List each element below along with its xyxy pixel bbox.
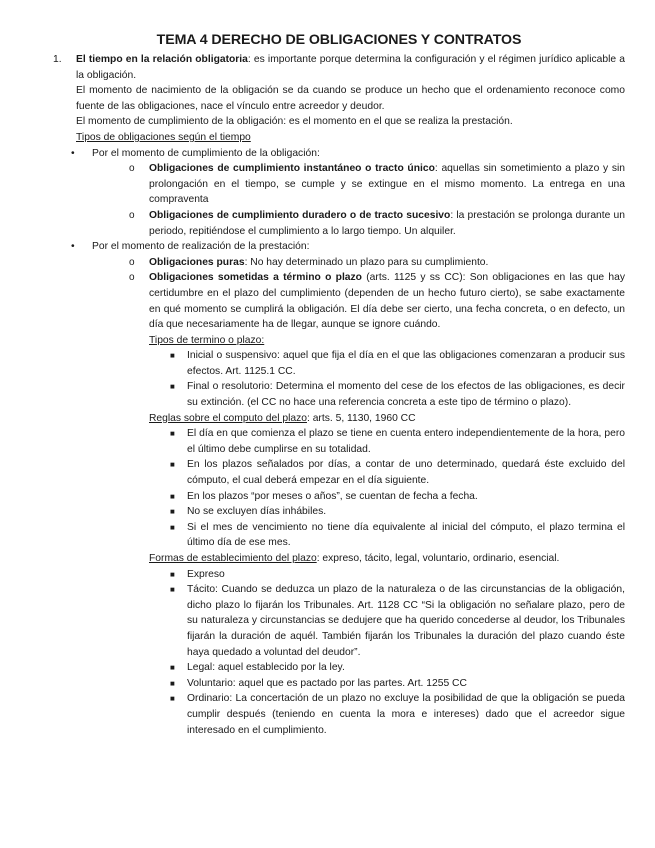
formas-list — [149, 567, 625, 739]
list-item: o Obligaciones de cumplimiento duradero o de tracto sucesivo: la prestación se prolonga durante un periodo, repitiéndose el cumplimiento a lo largo tiempo. Un alquiler. — [129, 209, 625, 237]
list-item: o Obligaciones sometidas a término o plazo (arts. 1125 y ss CC): Son obligaciones en las que hay certidumbre en el plazo del cumplimiento (dependen de un hecho futuro cierto), se sabe exactamente en qué momento se cumplirá la obligación. El día debe ser cierto, una fecha concreta, o en defecto, un día que necesariamente ha de llegar, aunque se ignore cuándo. — [129, 272, 626, 331]
computo-heading: Reglas sobre el computo del plazo: arts. 5, 1130, 1960 CC — [149, 412, 416, 424]
paragraph-nacimiento: El momento de nacimiento de la obligación se da cuando se produce un hecho que el ordenamiento reconoce como fuente de las obligaciones, nace el vínculo entre acreedor y deudor. — [76, 85, 625, 112]
group-1-items — [111, 255, 625, 333]
square-marker: ■ — [170, 678, 175, 688]
square-marker: ■ — [170, 351, 175, 361]
section-1 — [53, 52, 625, 146]
section-number: 1. — [53, 54, 62, 65]
page-title: TEMA 4 DERECHO DE OBLIGACIONES Y CONTRATOS — [156, 32, 522, 48]
list-item: ■ El día en que comienza el plazo se tiene en cuenta entero independientemente de la hora, pero el último debe cumplirse en su totalidad. — [170, 428, 625, 455]
list-item: o Obligaciones puras: No hay determinado un plazo para su cumplimiento. — [111, 255, 625, 271]
circle-marker: o — [129, 209, 135, 221]
list-item: ■ Expreso — [149, 567, 625, 583]
square-marker: ■ — [170, 585, 175, 595]
square-marker: ■ — [170, 694, 175, 704]
square-marker: ■ — [170, 507, 175, 517]
square-marker: ■ — [170, 522, 175, 532]
list-item — [53, 146, 625, 162]
list-item: ■ Inicial o suspensivo: aquel que fija el día en el que las obligaciones comenzaran a producir sus efectos. Art. 1125.1 CC. — [170, 350, 625, 377]
list-item: ■ Final o resolutorio: Determina el momento del cese de los efectos de las obligaciones, es decir su extinción. (el CC no hace una referencia concreta a este tipo de término o plazo). — [170, 381, 625, 409]
list-item: ■ Ordinario: La concertación de un plazo no excluye la posibilidad de que la obligación se pueda cumplir después (teniendo en cuenta la mora e intereses) dado que el acreedor sigue interesado en el cumplimiento. — [170, 693, 625, 736]
square-marker: ■ — [170, 663, 175, 673]
circle-marker: o — [129, 256, 135, 268]
list-item — [53, 239, 625, 255]
square-marker: ■ — [170, 491, 175, 501]
list-item: ■ Voluntario: aquel que es pactado por las partes. Art. 1255 CC — [149, 676, 625, 692]
section-intro: El tiempo en la relación obligatoria: es importante porque determina la configuración y el régimen jurídico aplicable a la obligación. — [76, 54, 625, 81]
circle-marker: o — [129, 163, 135, 175]
list-item: ■ Si el mes de vencimiento no tiene día equivalente al inicial del cómputo, el plazo termina el último día de ese mes. — [170, 521, 625, 549]
types-heading: Tipos de obligaciones según el tiempo — [76, 131, 251, 143]
section-heading: El tiempo en la relación obligatoria — [76, 54, 248, 65]
bullet-marker: • — [71, 147, 75, 159]
list-item: ■ En los plazos “por meses o años”, se cuentan de fecha a fecha. — [149, 489, 625, 505]
plazo-types-heading: Tipos de termino o plazo: — [149, 334, 265, 346]
computo-list — [149, 426, 625, 551]
square-marker: ■ — [170, 429, 175, 439]
square-marker: ■ — [170, 569, 175, 579]
square-marker: ■ — [170, 382, 175, 392]
group-label: Por el momento de cumplimiento de la obligación: — [92, 147, 320, 159]
plazo-block — [149, 333, 625, 738]
list-item: o Obligaciones de cumplimiento instantáneo o tracto único: aquellas sin sometimiento a plazo y sin prolongación en el tiempo, se cumple y se extingue en el mismo momento. La entrega en una compraventa — [129, 163, 625, 206]
group-label: Por el momento de realización de la prestación: — [92, 241, 310, 253]
list-item: ■ Tácito: Cuando se deduzca un plazo de la naturaleza o de las circunstancias de la obligación, dicho plazo lo fijarán los Tribunales. Art. 1128 CC “Si la obligación no señalare plazo, pero de su naturaleza y circunstancias se dedujere que ha querido concederse al deudor, los Tribunales fijarán la duración de aquél. También fijarán los Tribunales la duración del plazo cuando éste haya quedado a voluntad del deudor”. — [170, 584, 625, 658]
square-marker: ■ — [170, 460, 175, 470]
list-item: ■ En los plazos señalados por días, a contar de uno determinado, quedará éste excluido del cómputo, el cual deberá empezar en el día siguiente. — [170, 459, 625, 487]
bullet-marker: • — [71, 241, 75, 253]
formas-heading: Formas de establecimiento del plazo: expreso, tácito, legal, voluntario, ordinario, esencial. — [149, 553, 560, 564]
paragraph-cumplimiento: El momento de cumplimiento de la obligación: es el momento en el que se realiza la prestación. — [76, 116, 513, 128]
list-item: ■ Legal: aquel establecido por la ley. — [149, 660, 625, 676]
plazo-types-list — [149, 348, 625, 410]
circle-marker: o — [129, 272, 135, 284]
obligation-groups — [53, 146, 625, 162]
group-0-items — [111, 161, 625, 239]
list-item: ■ No se excluyen días inhábiles. — [149, 504, 625, 520]
obligation-groups-2 — [53, 239, 625, 255]
